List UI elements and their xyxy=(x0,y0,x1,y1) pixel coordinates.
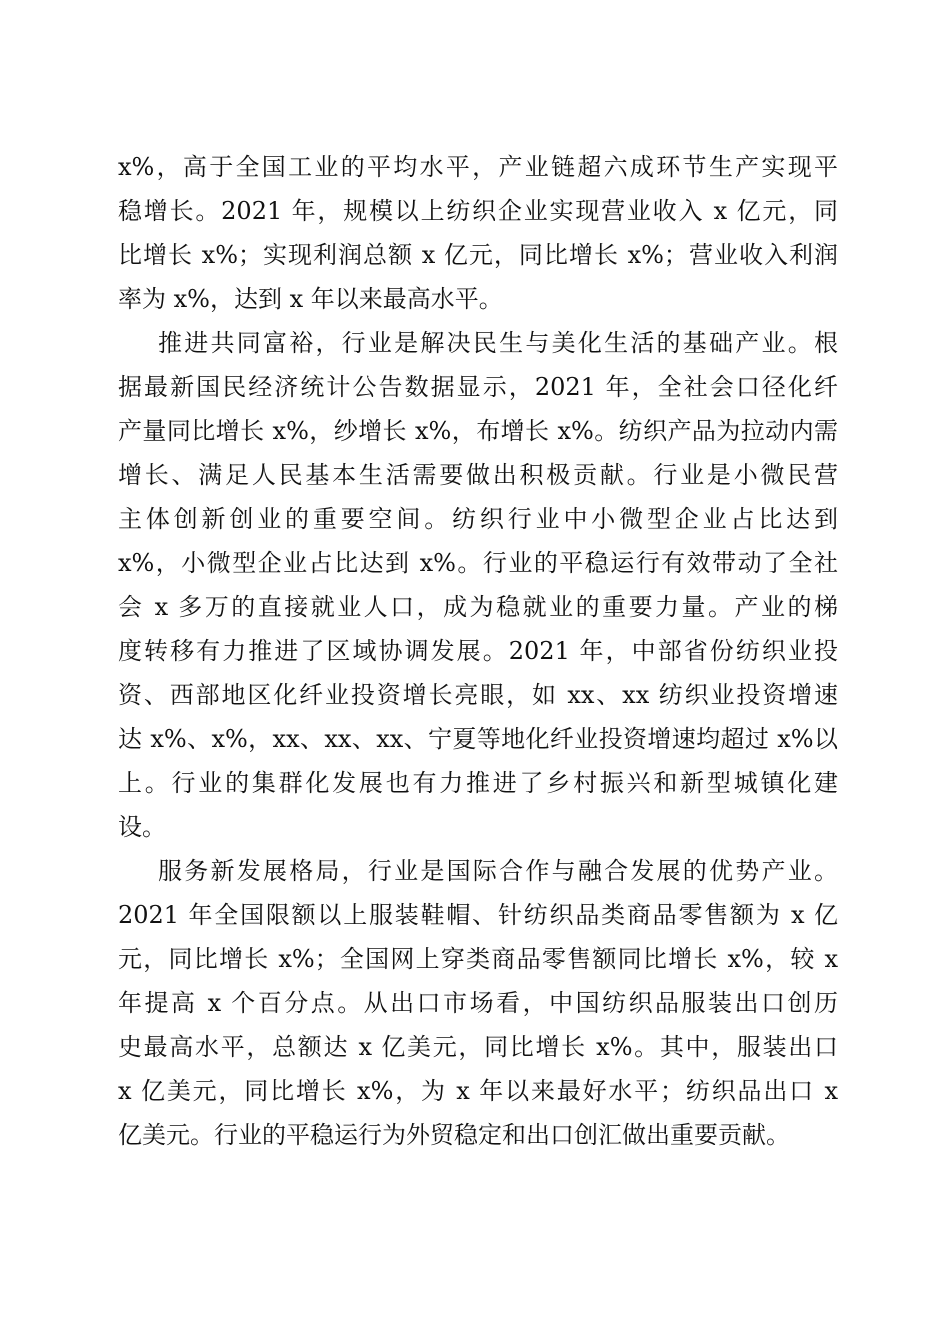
paragraph-3-line-6: x 亿美元，同比增长 x%，为 x 年以来最好水平；纺织品出口 x xyxy=(118,1077,838,1105)
paragraph-2-line-9: 资、西部地区化纤业投资增长亮眼，如 xx、xx 纺织业投资增速 xyxy=(118,681,838,709)
paragraph-2-line-5: 主体创新创业的重要空间。纺织行业中小微型企业占比达到 xyxy=(118,505,838,533)
paragraph-3-line-4: 年提高 x 个百分点。从出口市场看，中国纺织品服装出口创历 xyxy=(118,989,838,1017)
document-body xyxy=(118,145,838,1157)
paragraph-3-line-7: 亿美元。行业的平稳运行为外贸稳定和出口创汇做出重要贡献。 xyxy=(118,1121,790,1149)
paragraph-1-line-2: 稳增长。2021 年，规模以上纺织企业实现营业收入 x 亿元，同 xyxy=(118,197,838,225)
paragraph-2-line-3: 产量同比增长 x%，纱增长 x%，布增长 x%。纺织产品为拉动内需 xyxy=(118,417,838,445)
paragraph-2-line-6: x%，小微型企业占比达到 x%。行业的平稳运行有效带动了全社 xyxy=(118,549,838,577)
paragraph-2-line-2: 据最新国民经济统计公告数据显示，2021 年，全社会口径化纤 xyxy=(118,373,838,401)
paragraph-2-line-1: 推进共同富裕，行业是解决民生与美化生活的基础产业。根 xyxy=(158,329,838,357)
paragraph-2-line-12: 设。 xyxy=(118,813,166,841)
paragraph-3-line-2: 2021 年全国限额以上服装鞋帽、针纺织品类商品零售额为 x 亿 xyxy=(118,901,838,929)
paragraph-3-line-1: 服务新发展格局，行业是国际合作与融合发展的优势产业。 xyxy=(158,857,838,885)
paragraph-2-line-11: 上。行业的集群化发展也有力推进了乡村振兴和新型城镇化建 xyxy=(118,769,838,797)
paragraph-1-line-1: x%，高于全国工业的平均水平，产业链超六成环节生产实现平 xyxy=(118,153,838,181)
paragraph-2-line-4: 增长、满足人民基本生活需要做出积极贡献。行业是小微民营 xyxy=(118,461,838,489)
paragraph-3-line-3: 元，同比增长 x%；全国网上穿类商品零售额同比增长 x%，较 x xyxy=(118,945,838,973)
paragraph-3-line-5: 史最高水平，总额达 x 亿美元，同比增长 x%。其中，服装出口 xyxy=(118,1033,838,1061)
paragraph-1-line-4: 率为 x%，达到 x 年以来最高水平。 xyxy=(118,285,503,313)
paragraph-1-line-3: 比增长 x%；实现利润总额 x 亿元，同比增长 x%；营业收入利润 xyxy=(118,241,838,269)
paragraph-2-line-8: 度转移有力推进了区域协调发展。2021 年，中部省份纺织业投 xyxy=(118,637,838,665)
paragraph-2-line-7: 会 x 多万的直接就业人口，成为稳就业的重要力量。产业的梯 xyxy=(118,593,838,621)
paragraph-2-line-10: 达 x%、x%，xx、xx、xx、宁夏等地化纤业投资增速均超过 x%以 xyxy=(118,725,838,753)
